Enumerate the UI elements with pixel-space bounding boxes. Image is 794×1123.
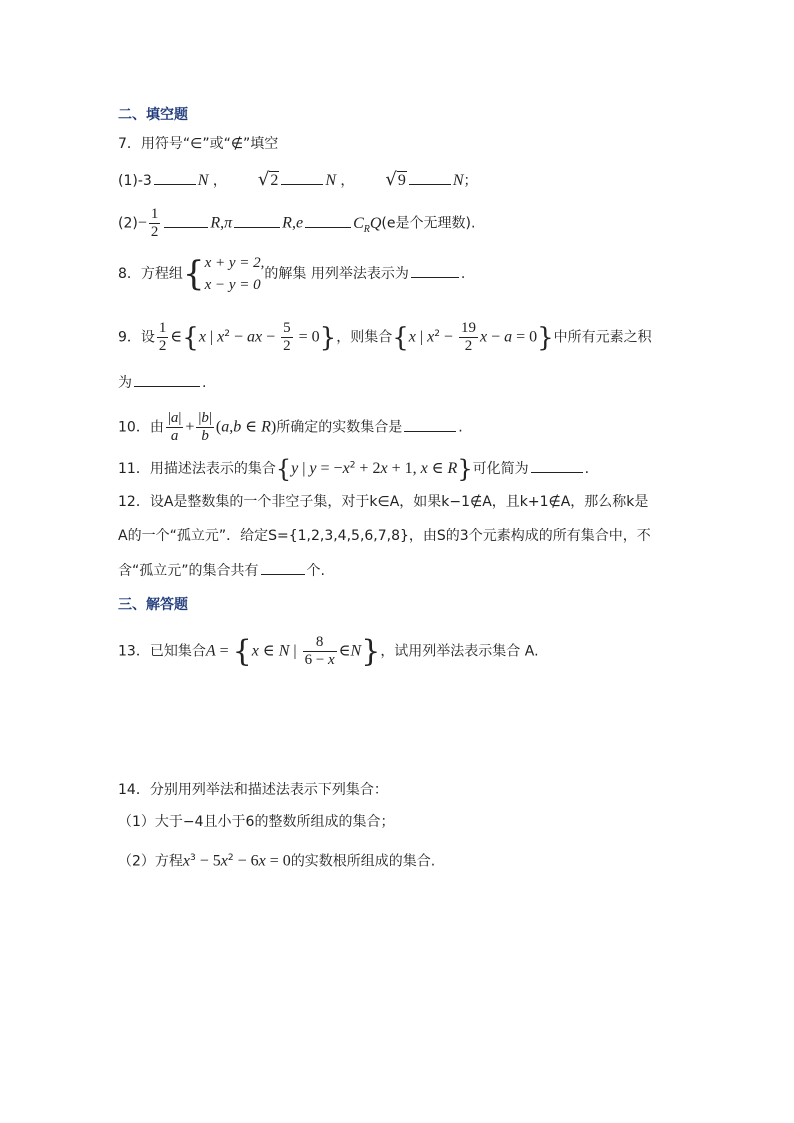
q11-tail: 可化简为 <box>472 461 529 477</box>
q7-p2-label: (2) <box>118 215 138 232</box>
q13: 13．已知集合A = {x ∈ N | $\frac{8}{6 - x}$ ∈N}，试用列举法表示集合 A. <box>118 633 539 669</box>
sqrt-symbol: √ <box>385 169 397 190</box>
q13-tail: ，试用列举法表示集合 A. <box>380 643 539 660</box>
q9-tail: 中所有元素之积 <box>553 329 652 346</box>
q11-blank[interactable] <box>531 458 583 473</box>
sqrt-symbol: √ <box>257 169 270 190</box>
q7-p1-n2: N <box>325 172 336 189</box>
section-fill-blank: 二、填空题 <box>118 107 188 123</box>
q9-line2: 为 . <box>118 372 206 393</box>
q11: 11．用描述法表示的集合{y | $y = -x^2 + 2x + 1$, x ∈ R}可化简为 . <box>118 455 590 483</box>
q9-middle: ，则集合 <box>336 329 393 346</box>
q13-label: 13．已知集合 <box>118 643 206 660</box>
q7-p2-tail: (e是个无理数). <box>381 215 476 232</box>
q12-line2: A的一个“孤立元”．给定S={1,2,3,4,5,6,7,8}，由S的3个元素构成的所有集合中，不 <box>118 528 651 544</box>
q10: 10．由 $\frac{|a|}{a}$ + $\frac{|b|}{b}$ (a,b ∈ R)所确定的实数集合是 . <box>118 410 463 444</box>
q11-label: 11．用描述法表示的集合 <box>118 461 276 477</box>
q8-system <box>205 252 265 296</box>
q7-part1: (1)-3 N ， √2 N ， √9 N； <box>118 169 478 190</box>
q8-eq2: x − y = 0 <box>204 277 261 293</box>
q14-part1: （1）大于−4且小于6的整数所组成的集合； <box>118 814 395 830</box>
q12-line1: 12．设A是整数集的一个非空子集，对于k∈A，如果k−1∉A，且k+1∉A，那么称k是 <box>118 494 649 510</box>
q10-blank[interactable] <box>404 417 456 432</box>
q10-tail: 所确定的实数集合是 <box>276 419 403 436</box>
q7-blank-4[interactable] <box>164 213 208 228</box>
q9: 9．设 $\frac{1}{2}$ ∈{x | $x^2$ − ax − $\frac{5}{2}$ = 0}，则集合{x | $x^2$ − $\frac{19}{2}$ x − a = 0}中所有元素之积 <box>118 320 652 354</box>
q14-part2: （2）方程$x^3 - 5x^2 - 6x = 0$的实数根所组成的集合. <box>118 852 436 870</box>
q7-p1-sqrt2: 2 <box>270 172 279 189</box>
q12-line3: 含“孤立元”的集合共有 个. <box>118 560 325 581</box>
q7-part2: (2)− $\frac{1}{2}$ R,π R,e $C_RQ(e$是个无理数). <box>118 206 476 240</box>
q7-head: 7．用符号“∈”或“∉”填空 <box>118 136 279 152</box>
q7-p1-sqrt9: 9 <box>397 172 406 189</box>
q7-blank-3[interactable] <box>409 170 451 185</box>
q7-blank-6[interactable] <box>305 213 351 228</box>
q14-head: 14．分别用列举法和描述法表示下列集合： <box>118 782 388 798</box>
left-brace: { <box>182 254 205 294</box>
q7-p1-n3: N <box>452 172 464 189</box>
q8-eq1: x + y = 2, <box>204 255 265 271</box>
q7-p1-label: (1)-3 <box>118 173 152 189</box>
q9-label: 9．设 <box>118 329 155 346</box>
q8-text: 的解集 用列举法表示为 <box>264 266 409 282</box>
fraction-half: $\frac{1}{2}$ <box>150 206 159 240</box>
q7-blank-1[interactable] <box>154 170 196 185</box>
q8: 8．方程组{ x + y = 2, x − y = 0 的解集 用列举法表示为 . <box>118 254 466 294</box>
q10-label: 10．由 <box>118 419 164 436</box>
q7-blank-5[interactable] <box>234 213 280 228</box>
section-answer: 三、解答题 <box>118 597 188 613</box>
q8-label: 8．方程组 <box>118 266 183 282</box>
q8-blank[interactable] <box>411 263 459 278</box>
q7-p1-n1: N <box>197 172 209 189</box>
q12-blank[interactable] <box>261 560 305 575</box>
q9-blank[interactable] <box>134 372 200 387</box>
q7-blank-2[interactable] <box>281 170 323 185</box>
